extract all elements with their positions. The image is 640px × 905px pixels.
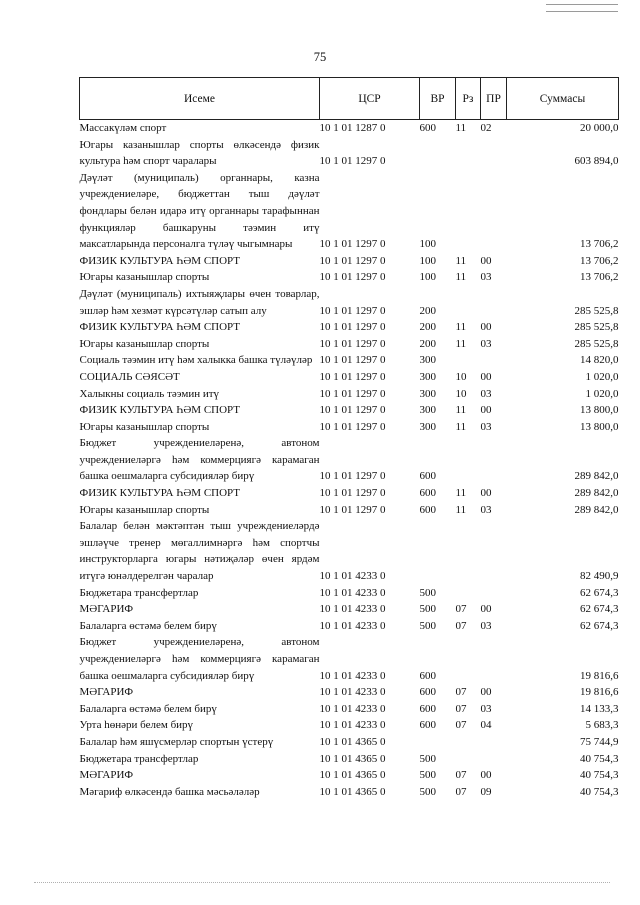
name-cell: Бюджетара трансфертлар	[79, 586, 199, 599]
vr-cell: 600	[419, 487, 436, 500]
pr-cell: 03	[480, 271, 492, 284]
vr-cell: 600	[419, 470, 436, 483]
sum-cell: 5 683,3	[585, 719, 619, 732]
csr-cell: 10 1 01 4233 0	[319, 686, 386, 699]
sum-cell: 40 754,3	[580, 785, 619, 798]
csr-cell: 10 1 01 4365 0	[319, 785, 386, 798]
rz-cell: 07	[455, 686, 467, 699]
vr-cell: 100	[419, 271, 436, 284]
csr-cell: 10 1 01 4233 0	[319, 719, 386, 732]
vr-cell: 500	[419, 752, 436, 765]
table-row	[80, 502, 619, 519]
table-row	[80, 352, 619, 369]
vr-cell: 200	[419, 337, 436, 350]
table-row	[80, 137, 619, 170]
table-row	[80, 485, 619, 502]
sum-cell: 40 754,3	[580, 752, 619, 765]
table-row	[80, 120, 619, 137]
table-row	[80, 784, 619, 801]
csr-cell: 10 1 01 1297 0	[319, 354, 386, 367]
csr-cell: 10 1 01 1297 0	[319, 503, 386, 516]
pr-cell: 03	[480, 387, 492, 400]
pr-cell: 00	[480, 404, 492, 417]
sum-cell: 13 706,2	[580, 271, 619, 284]
pr-cell: 00	[480, 321, 492, 334]
pr-cell: 03	[480, 702, 492, 715]
name-cell: Массакүләм спорт	[79, 122, 167, 134]
sum-cell: 1 020,0	[585, 387, 619, 400]
name-cell: Дәүләт (муниципаль) органнары, казна учреждениеләре, бюджеттан тыш дәүләт фондлары белән идарә итү органнары тарафыннан функцияләр башкаруны тәэмин итү максатларында персоналга түләү чыгымнары	[79, 171, 320, 251]
vr-cell: 500	[419, 769, 436, 782]
column-header-sum: Суммасы	[507, 78, 619, 120]
vr-cell: 600	[419, 719, 436, 732]
table-row	[80, 701, 619, 718]
pr-cell: 09	[480, 785, 492, 798]
name-cell: Бюджет учреждениеләренә, автоном учреждениеләргә һәм коммерциягә карамаган башка оешмаларга субсидияләр бирү	[79, 437, 320, 483]
table-body	[80, 120, 619, 801]
pr-cell	[481, 170, 507, 253]
header-rule	[546, 11, 618, 12]
vr-cell: 600	[419, 702, 436, 715]
name-cell: Балаларга өстәмә белем бирү	[79, 619, 217, 632]
table-row	[80, 319, 619, 336]
pr-cell: 03	[480, 337, 492, 350]
csr-cell: 10 1 01 1297 0	[319, 238, 386, 251]
csr-cell: 10 1 01 1287 0	[319, 122, 386, 134]
sum-cell: 20 000,0	[580, 122, 619, 134]
name-cell: Социаль тәэмин итү һәм халыкка башка түләүләр	[79, 354, 313, 367]
table-row	[80, 767, 619, 784]
pr-cell	[481, 435, 507, 485]
rz-cell	[456, 751, 481, 768]
name-cell: Мәгариф өлкәсендә башка мәсьәләләр	[79, 785, 260, 798]
column-header-csr: ЦСР	[320, 78, 420, 120]
name-cell: Балаларга өстәмә белем бирү	[79, 702, 217, 715]
vr-cell	[420, 137, 456, 170]
table-row	[80, 618, 619, 635]
pr-cell	[481, 634, 507, 684]
vr-cell: 500	[419, 785, 436, 798]
name-cell: МӘГАРИФ	[79, 686, 134, 699]
csr-cell: 10 1 01 4365 0	[319, 752, 386, 765]
table-row	[80, 369, 619, 386]
vr-cell: 600	[419, 503, 436, 516]
name-cell: Югары казанышлар спорты	[79, 271, 210, 284]
rz-cell: 07	[455, 769, 467, 782]
vr-cell: 200	[419, 321, 436, 334]
csr-cell: 10 1 01 4233 0	[319, 669, 386, 682]
vr-cell: 300	[419, 420, 436, 433]
pr-cell: 00	[480, 254, 492, 267]
name-cell: Югары казанышлар спорты	[79, 420, 210, 433]
sum-cell: 40 754,3	[580, 769, 619, 782]
csr-cell: 10 1 01 4365 0	[319, 735, 386, 748]
pr-cell	[481, 137, 507, 170]
table-row	[80, 601, 619, 618]
rz-cell	[456, 734, 481, 751]
name-cell: Бюджет учреждениеләренә, автоном учреждениеләргә һәм коммерциягә карамаган башка оешмаларга субсидияләр бирү	[79, 636, 320, 682]
pr-cell	[481, 352, 507, 369]
csr-cell: 10 1 01 4365 0	[319, 769, 386, 782]
rz-cell: 07	[455, 719, 467, 732]
header-rule	[546, 4, 618, 5]
sum-cell: 603 894,0	[574, 155, 619, 168]
table-row	[80, 684, 619, 701]
name-cell: Балалар белән мәктәптән тыш учреждениеләрдә эшләүче тренер мөгаллимнәргә һәм спортчы инструкторларга югары нәтиҗәләр өчен ярдәм итүгә юнәлдерелгән чаралар	[79, 520, 320, 583]
name-cell: Югары казанышлар спорты	[79, 503, 210, 516]
csr-cell: 10 1 01 4233 0	[319, 603, 386, 616]
rz-cell	[456, 170, 481, 253]
name-cell: Урта һөнәри белем бирү	[79, 719, 194, 732]
sum-cell: 289 842,0	[574, 503, 619, 516]
rz-cell: 11	[455, 503, 467, 516]
vr-cell: 300	[419, 370, 436, 383]
table-row	[80, 419, 619, 436]
pr-cell: 00	[480, 686, 492, 699]
rz-cell: 10	[455, 387, 467, 400]
table-row	[80, 734, 619, 751]
vr-cell: 100	[419, 254, 436, 267]
page-number: 75	[313, 50, 327, 64]
pr-cell	[481, 585, 507, 602]
table-row	[80, 269, 619, 286]
sum-cell: 19 816,6	[580, 669, 619, 682]
pr-cell	[481, 518, 507, 584]
rz-cell: 11	[455, 321, 467, 334]
column-header-rz: Рз	[456, 78, 481, 120]
csr-cell: 10 1 01 4233 0	[319, 702, 386, 715]
sum-cell: 289 842,0	[574, 487, 619, 500]
rz-cell: 11	[455, 487, 467, 500]
sum-cell: 62 674,3	[580, 586, 619, 599]
rz-cell: 07	[455, 603, 467, 616]
sum-cell: 19 816,6	[580, 686, 619, 699]
pr-cell: 00	[480, 487, 492, 500]
rz-cell	[456, 286, 481, 319]
rz-cell: 11	[455, 254, 467, 267]
vr-cell: 600	[419, 669, 436, 682]
rz-cell: 07	[455, 785, 467, 798]
pr-cell: 04	[480, 719, 492, 732]
pr-cell: 00	[480, 769, 492, 782]
pr-cell	[481, 751, 507, 768]
pr-cell: 00	[480, 370, 492, 383]
name-cell: Дәүләт (муниципаль) ихтыяҗлары өчен товарлар, эшләр һәм хезмәт күрсәтүләр сатып алу	[79, 287, 320, 317]
csr-cell: 10 1 01 1297 0	[319, 404, 386, 417]
name-cell: Бюджетара трансфертлар	[79, 752, 199, 765]
table-row	[80, 585, 619, 602]
name-cell: ФИЗИК КУЛЬТУРА ҺӘМ СПОРТ	[79, 254, 241, 267]
name-cell: ФИЗИК КУЛЬТУРА ҺӘМ СПОРТ	[79, 404, 241, 417]
sum-cell: 75 744,9	[580, 735, 619, 748]
rz-cell: 11	[455, 122, 467, 134]
rz-cell: 07	[455, 702, 467, 715]
sum-cell: 14 820,0	[580, 354, 619, 367]
pr-cell: 03	[480, 619, 492, 632]
column-header-pr: ПР	[481, 78, 507, 120]
csr-cell: 10 1 01 1297 0	[319, 370, 386, 383]
name-cell: Халыкны социаль тәэмин итү	[79, 387, 220, 400]
csr-cell: 10 1 01 1297 0	[319, 487, 386, 500]
rz-cell: 11	[455, 271, 467, 284]
csr-cell: 10 1 01 1297 0	[319, 271, 386, 284]
table-row	[80, 634, 619, 684]
pr-cell: 02	[480, 122, 492, 134]
vr-cell: 600	[419, 686, 436, 699]
rz-cell	[456, 634, 481, 684]
rz-cell: 11	[455, 404, 467, 417]
sum-cell: 285 525,8	[574, 337, 619, 350]
rz-cell	[456, 518, 481, 584]
sum-cell: 13 800,0	[580, 420, 619, 433]
vr-cell	[420, 734, 456, 751]
table-row	[80, 170, 619, 253]
sum-cell: 62 674,3	[580, 603, 619, 616]
sum-cell: 13 800,0	[580, 404, 619, 417]
rz-cell: 11	[455, 420, 467, 433]
table-row	[80, 286, 619, 319]
name-cell: Югары казанышлар спорты	[79, 337, 210, 350]
table-header-row	[80, 78, 619, 120]
pr-cell: 03	[480, 503, 492, 516]
table-row	[80, 253, 619, 270]
table-row	[80, 518, 619, 584]
csr-cell: 10 1 01 1297 0	[319, 304, 386, 317]
name-cell: Югары казанышлар спорты өлкәсендә физик культура һәм спорт чаралары	[79, 138, 320, 168]
csr-cell: 10 1 01 1297 0	[319, 254, 386, 267]
vr-cell: 500	[419, 603, 436, 616]
pr-cell	[481, 286, 507, 319]
csr-cell: 10 1 01 1297 0	[319, 337, 386, 350]
vr-cell: 300	[419, 354, 436, 367]
name-cell: МӘГАРИФ	[79, 769, 134, 782]
csr-cell: 10 1 01 1297 0	[319, 420, 386, 433]
table-row	[80, 336, 619, 353]
vr-cell: 500	[419, 586, 436, 599]
pr-cell: 00	[480, 603, 492, 616]
csr-cell: 10 1 01 1297 0	[319, 321, 386, 334]
sum-cell: 82 490,9	[580, 570, 619, 583]
table-row	[80, 751, 619, 768]
csr-cell: 10 1 01 4233 0	[319, 619, 386, 632]
csr-cell: 10 1 01 4233 0	[319, 586, 386, 599]
sum-cell: 1 020,0	[585, 370, 619, 383]
sum-cell: 285 525,8	[574, 304, 619, 317]
csr-cell: 10 1 01 1297 0	[319, 387, 386, 400]
vr-cell: 300	[419, 387, 436, 400]
rz-cell	[456, 585, 481, 602]
csr-cell: 10 1 01 1297 0	[319, 470, 386, 483]
name-cell: МӘГАРИФ	[79, 603, 134, 616]
table-row	[80, 402, 619, 419]
pr-cell	[481, 734, 507, 751]
csr-cell: 10 1 01 4233 0	[319, 570, 386, 583]
name-cell: СОЦИАЛЬ СӘЯСӘТ	[79, 370, 180, 383]
vr-cell	[420, 518, 456, 584]
name-cell: Балалар һәм яшүсмерләр спортын үстерү	[79, 735, 274, 748]
scan-edge-dots	[34, 882, 610, 883]
vr-cell: 300	[419, 404, 436, 417]
name-cell: ФИЗИК КУЛЬТУРА ҺӘМ СПОРТ	[79, 321, 241, 334]
table-row	[80, 717, 619, 734]
pr-cell: 03	[480, 420, 492, 433]
vr-cell: 100	[419, 238, 436, 251]
vr-cell: 600	[419, 122, 436, 134]
rz-cell	[456, 137, 481, 170]
rz-cell	[456, 435, 481, 485]
column-header-vr: ВР	[420, 78, 456, 120]
sum-cell: 285 525,8	[574, 321, 619, 334]
sum-cell: 13 706,2	[580, 238, 619, 251]
sum-cell: 289 842,0	[574, 470, 619, 483]
sum-cell: 14 133,3	[580, 702, 619, 715]
rz-cell: 11	[455, 337, 467, 350]
sum-cell: 62 674,3	[580, 619, 619, 632]
table-row	[80, 435, 619, 485]
rz-cell: 07	[455, 619, 467, 632]
vr-cell: 500	[419, 619, 436, 632]
sum-cell: 13 706,2	[580, 254, 619, 267]
rz-cell	[456, 352, 481, 369]
vr-cell: 200	[419, 304, 436, 317]
column-header-name: Исеме	[80, 78, 320, 120]
budget-table	[79, 77, 619, 800]
name-cell: ФИЗИК КУЛЬТУРА ҺӘМ СПОРТ	[79, 487, 241, 500]
rz-cell: 10	[455, 370, 467, 383]
csr-cell: 10 1 01 1297 0	[319, 155, 386, 168]
table-row	[80, 386, 619, 403]
